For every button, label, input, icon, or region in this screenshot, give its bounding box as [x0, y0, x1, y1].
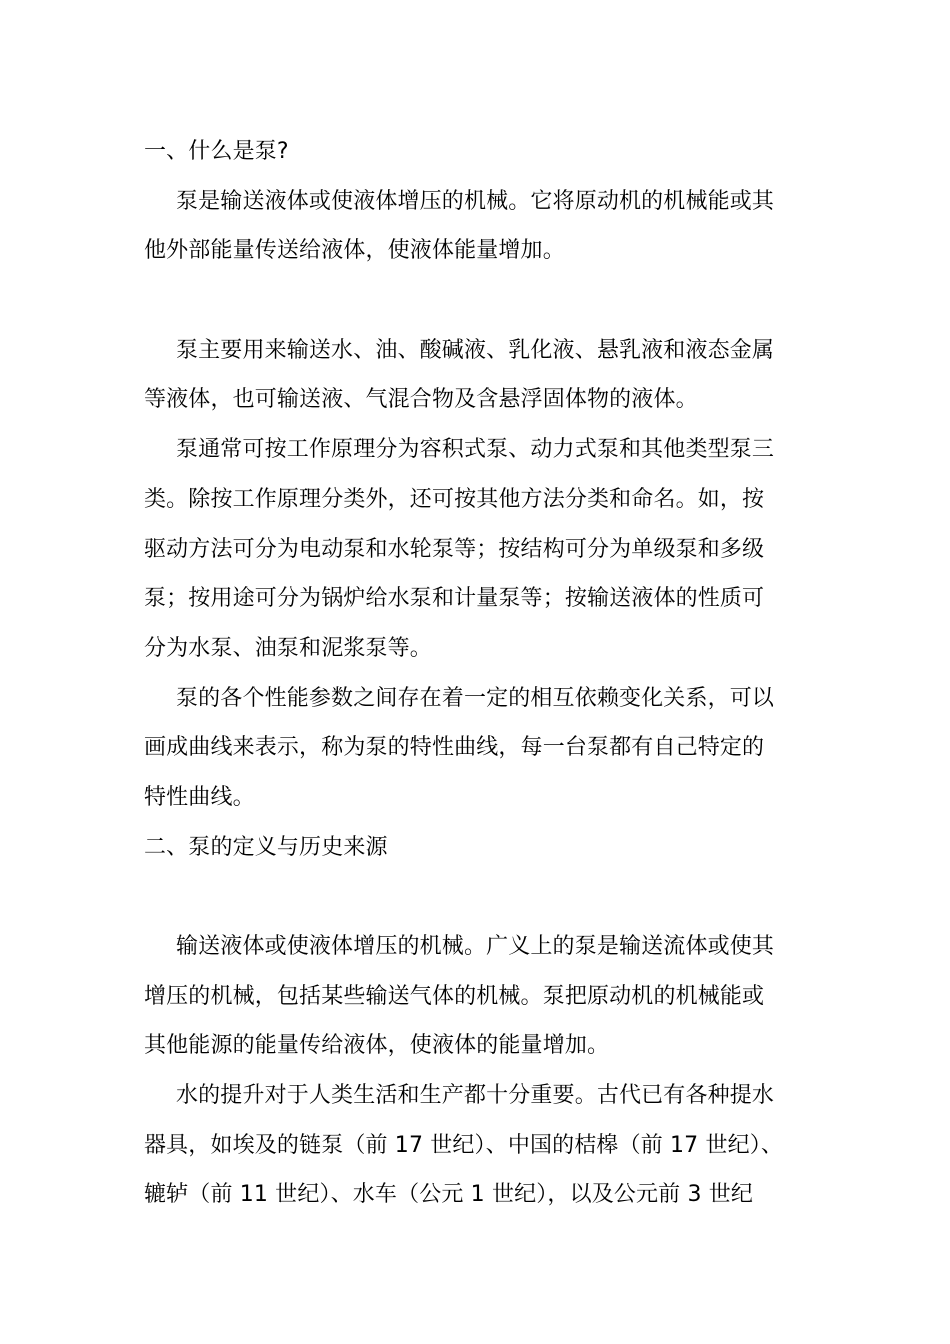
section-heading-definition-history: 二、泵的定义与历史来源	[144, 835, 388, 860]
paragraph-line: 泵主要用来输送水、油、酸碱液、乳化液、悬乳液和液态金属	[176, 338, 775, 363]
paragraph-line: 驱动方法可分为电动泵和水轮泵等；按结构可分为单级泵和多级	[144, 537, 765, 562]
paragraph-line: 其他能源的能量传给液体，使液体的能量增加。	[144, 1033, 610, 1058]
paragraph-line: 泵；按用途可分为锅炉给水泵和计量泵等；按输送液体的性质可	[144, 586, 765, 611]
paragraph-line: 类。除按工作原理分类外，还可按其他方法分类和命名。如，按	[144, 487, 765, 512]
paragraph-line: 器具，如埃及的链泵（前 17 世纪）、中国的桔槔（前 17 世纪）、	[144, 1133, 784, 1158]
paragraph-line: 泵是输送液体或使液体增压的机械。它将原动机的机械能或其	[176, 189, 775, 214]
paragraph-line: 辘轳（前 11 世纪）、水车（公元 1 世纪），以及公元前 3 世纪	[144, 1182, 754, 1207]
paragraph-line: 分为水泵、油泵和泥浆泵等。	[144, 636, 432, 661]
section-heading-what-is-pump: 一、什么是泵?	[144, 139, 289, 164]
paragraph-line: 泵通常可按工作原理分为容积式泵、动力式泵和其他类型泵三	[176, 437, 775, 462]
paragraph-line: 泵的各个性能参数之间存在着一定的相互依赖变化关系，可以	[176, 686, 775, 711]
paragraph-line: 画成曲线来表示，称为泵的特性曲线，每一台泵都有自己特定的	[144, 735, 765, 760]
paragraph-line: 水的提升对于人类生活和生产都十分重要。古代已有各种提水	[176, 1083, 775, 1108]
paragraph-line: 增压的机械，包括某些输送气体的机械。泵把原动机的机械能或	[144, 984, 765, 1009]
paragraph-line: 输送液体或使液体增压的机械。广义上的泵是输送流体或使其	[176, 934, 775, 959]
paragraph-line: 他外部能量传送给液体，使液体能量增加。	[144, 238, 565, 263]
paragraph-line: 特性曲线。	[144, 785, 255, 810]
paragraph-line: 等液体，也可输送液、气混合物及含悬浮固体物的液体。	[144, 387, 698, 412]
